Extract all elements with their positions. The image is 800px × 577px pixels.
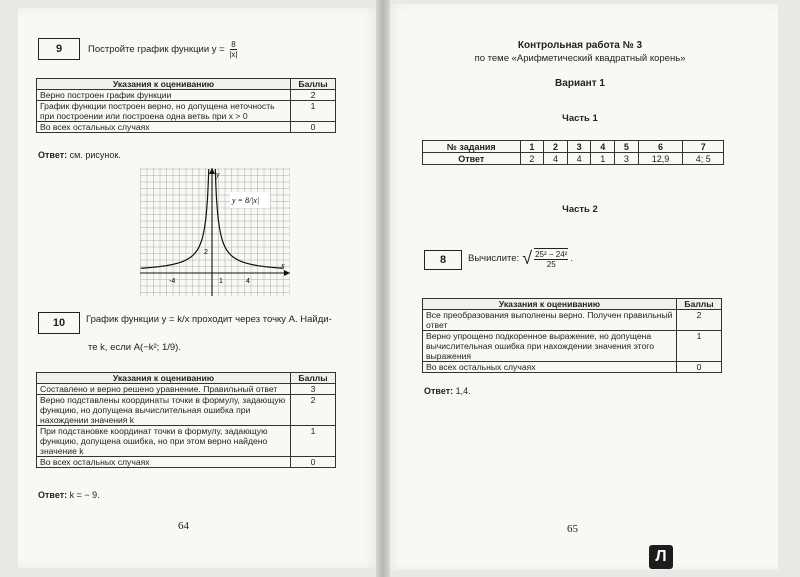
part-1-heading: Часть 1 (562, 113, 598, 124)
answers-value-cell: 12,9 (638, 153, 683, 165)
task-10-text-line1: График функции y = k/x проходит через точку A. Найди- (86, 314, 332, 325)
table-row (37, 101, 336, 122)
hyperbola-graph (140, 168, 290, 296)
answers-table (422, 140, 724, 165)
points-cell: 1 (291, 426, 336, 457)
criteria-cell: Составлено и верно решено уравнение. Правильный ответ (37, 384, 291, 395)
criteria-cell: Во всех остальных случаях (37, 122, 291, 133)
answer-label: Ответ: (424, 386, 454, 396)
answers-header-cell: № задания (423, 141, 521, 153)
variant-heading: Вариант 1 (555, 78, 605, 89)
page-number-right: 65 (567, 523, 578, 535)
tick-label-1: 1 (219, 278, 223, 285)
table-row (37, 426, 336, 457)
table-row (37, 384, 336, 395)
answers-value-cell: 4 (544, 153, 568, 165)
table-row (37, 457, 336, 468)
criteria-cell: Во всех остальных случаях (37, 457, 291, 468)
table-row (37, 122, 336, 133)
task-8-prompt: Вычислите: (468, 253, 520, 264)
task-9-prompt: Постройте график функции y = (88, 44, 225, 56)
task-9-text (88, 40, 240, 59)
table-row (423, 362, 722, 373)
task-8-text (468, 248, 573, 269)
criteria-cell: Верно упрощено подкоренное выражение, но допущена вычислительная ошибка при нахождении значения этого выражения (423, 331, 677, 362)
criteria-cell: График функции построен верно, но допущена неточность при построении или построена одна ветвь при x > 0 (37, 101, 291, 122)
x-axis-label: x (281, 261, 285, 270)
points-cell: 2 (291, 395, 336, 426)
tick-label-4: 4 (246, 278, 250, 285)
tick-label-neg4: -4 (169, 278, 176, 285)
task-9-number: 9 (38, 38, 80, 60)
book-gutter (376, 0, 390, 577)
points-cell: 1 (291, 101, 336, 122)
page-title: Контрольная работа № 3 (517, 40, 643, 51)
graph-grid (140, 168, 290, 296)
points-header: Баллы (677, 299, 722, 310)
answers-value-cell: Ответ (423, 153, 521, 165)
answers-value-cell: 4 (567, 153, 591, 165)
curve-label: y = 8/|x| (232, 196, 260, 205)
answer-value: см. рисунок. (69, 150, 121, 160)
table-row (423, 331, 722, 362)
answer-value: k = − 9. (69, 490, 100, 500)
sqrt-icon: √ (522, 248, 533, 268)
answers-header-cell: 2 (544, 141, 568, 153)
points-cell: 0 (291, 122, 336, 133)
task-8-period: . (570, 253, 573, 264)
task-10-text-line2: те k, если A(−k²; 1/9). (88, 342, 181, 353)
answers-value-cell: 2 (520, 153, 544, 165)
task-9-formula-num: 8 (231, 40, 236, 49)
points-header: Баллы (291, 373, 336, 384)
answers-value-cell: 1 (591, 153, 615, 165)
criteria-header: Указания к оцениванию (37, 79, 291, 90)
criteria-cell: Во всех остальных случаях (423, 362, 677, 373)
task-8-criteria-table (422, 298, 722, 373)
tick-label-y2: 2 (204, 249, 208, 256)
points-cell: 2 (677, 310, 722, 331)
points-cell: 0 (291, 457, 336, 468)
answers-header-cell: 1 (520, 141, 544, 153)
task-10-criteria-table (36, 372, 336, 468)
answers-value-cell: 3 (615, 153, 639, 165)
task-8-number: 8 (424, 250, 462, 270)
page-subtitle: по теме «Арифметический квадратный корень» (474, 53, 686, 64)
answer-label: Ответ: (38, 150, 68, 160)
task-9-criteria-table (36, 78, 336, 133)
criteria-header: Указания к оцениванию (423, 299, 677, 310)
table-header-row (37, 79, 336, 90)
task-9-formula (229, 40, 237, 59)
answers-header-cell: 5 (615, 141, 639, 153)
task-10-answer (38, 490, 100, 500)
points-cell: 1 (677, 331, 722, 362)
answers-header-cell: 6 (638, 141, 683, 153)
criteria-cell: Верно подставлены координаты точки в формулу, задающую функцию, но допущена вычислительная ошибка при нахождении значения k (37, 395, 291, 426)
table-header-row (423, 299, 722, 310)
task-8-formula (534, 248, 568, 269)
criteria-header: Указания к оцениванию (37, 373, 291, 384)
task-8-formula-den: 25 (546, 260, 556, 269)
criteria-cell: При подстановке координат точки в формулу, задающую функцию, допущена ошибка, но при этом верно найдено значение k (37, 426, 291, 457)
task-8-formula-num: 25² − 24² (535, 250, 568, 259)
page-number-left: 64 (178, 520, 189, 532)
points-cell: 0 (677, 362, 722, 373)
table-row (423, 310, 722, 331)
answers-header-cell: 7 (683, 141, 724, 153)
answers-header-cell: 4 (591, 141, 615, 153)
task-9-formula-den: |x| (229, 50, 238, 59)
table-row (37, 395, 336, 426)
publisher-logo-icon: Л (649, 545, 673, 569)
criteria-cell: Верно построен график функции (37, 90, 291, 101)
answers-header-cell: 3 (567, 141, 591, 153)
answer-label: Ответ: (38, 490, 68, 500)
answer-value: 1,4. (455, 386, 471, 396)
answers-value-row (423, 153, 724, 165)
points-cell: 2 (291, 90, 336, 101)
task-9-answer (38, 150, 121, 160)
part-2-heading: Часть 2 (562, 204, 598, 215)
points-header: Баллы (291, 79, 336, 90)
y-axis-label: y (216, 170, 220, 179)
points-cell: 3 (291, 384, 336, 395)
table-header-row (37, 373, 336, 384)
x-axis-arrow (284, 270, 290, 276)
table-row (37, 90, 336, 101)
criteria-cell: Все преобразования выполнены верно. Получен правильный ответ (423, 310, 677, 331)
task-10-number: 10 (38, 312, 80, 334)
answers-value-cell: 4; 5 (683, 153, 724, 165)
task-8-answer (424, 386, 471, 396)
answers-header-row (423, 141, 724, 153)
